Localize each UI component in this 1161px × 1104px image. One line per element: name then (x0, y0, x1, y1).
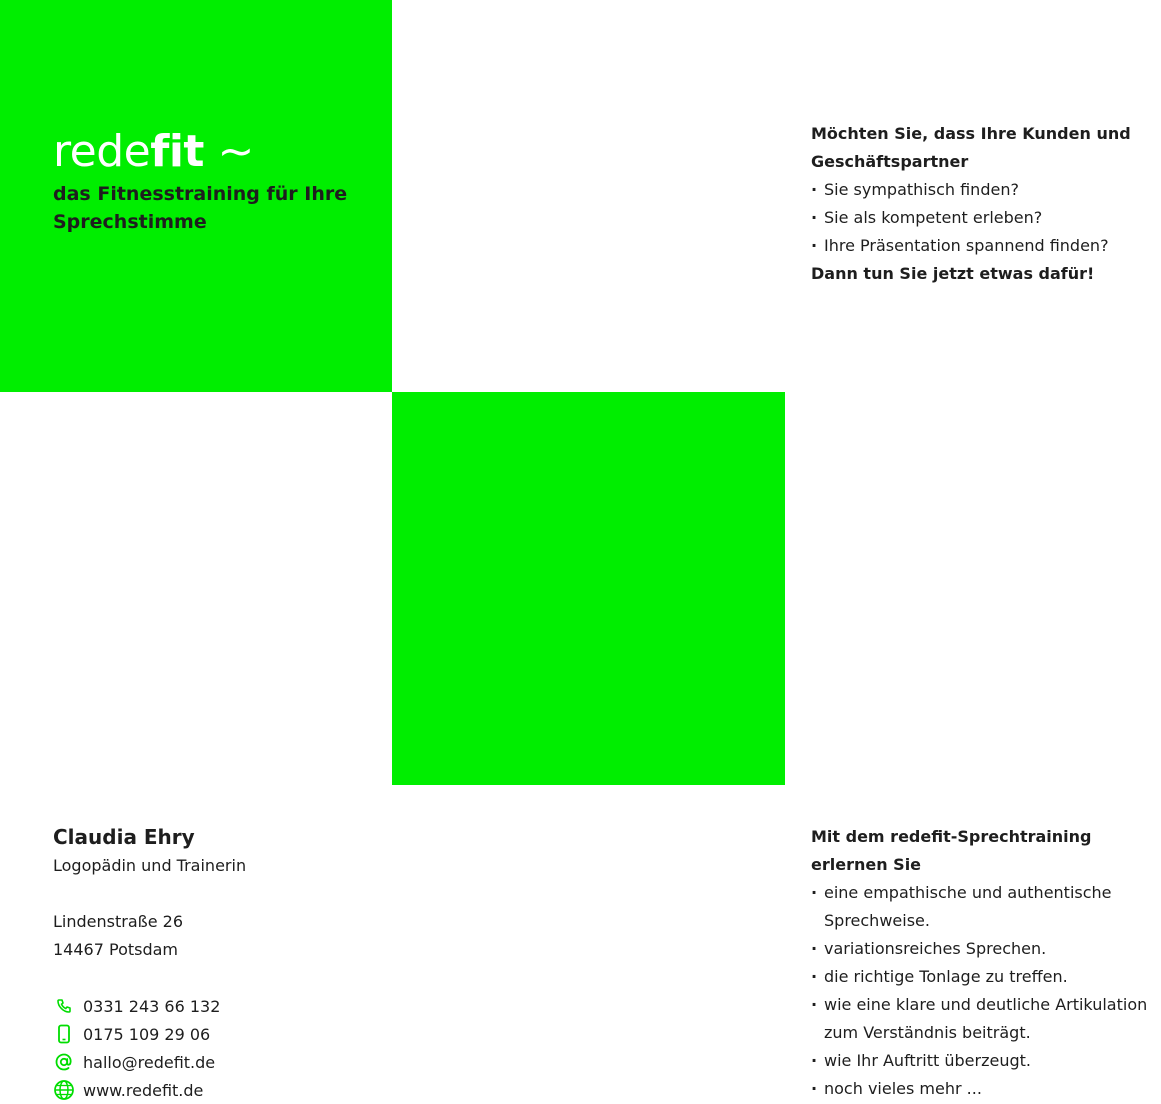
contact-email[interactable]: hallo@redefit.de (83, 1052, 216, 1072)
contact-web[interactable]: www.redefit.de (83, 1080, 204, 1100)
training-bullet: · variationsreiches Sprechen. (811, 935, 1161, 963)
contact-panel (0, 392, 392, 1100)
training-block (811, 823, 1161, 1103)
brand-tagline: das Fitnesstraining für Ihre Sprechstimme (53, 183, 348, 233)
brand-panel (0, 0, 392, 392)
contact-email-row[interactable] (53, 1048, 373, 1076)
training-bullet: · noch vieles mehr ... (811, 1075, 1161, 1103)
training-bullet: · wie Ihr Auftritt überzeugt. (811, 1047, 1161, 1075)
intro-bullet: · Ihre Präsentation spannend finden? (811, 232, 1161, 260)
contact-web-row[interactable] (53, 1076, 373, 1104)
brand-tilde: ~ (203, 126, 254, 177)
intro-question: Möchten Sie, dass Ihre Kunden und Geschäftspartner (811, 124, 1131, 171)
intro-block (811, 120, 1161, 288)
brand-name-bold: fit (150, 126, 204, 177)
brand-name-light: rede (53, 126, 151, 177)
contact-mobile-row[interactable] (53, 1020, 373, 1048)
training-bullet: · wie eine klare und deutliche Artikulation zum Verständnis beiträgt. (811, 991, 1161, 1047)
intro-bullet: · Sie sympathisch finden? (811, 176, 1161, 204)
contact-address (53, 908, 373, 964)
contact-street: Lindenstraße 26 (53, 912, 183, 931)
mobile-icon (53, 1023, 75, 1045)
training-heading: Mit dem redefit-Sprechtraining erlernen Sie (811, 827, 1092, 874)
contact-role: Logopädin und Trainerin (53, 856, 247, 875)
contact-phone[interactable]: 0331 243 66 132 (83, 996, 221, 1016)
training-bullet: · eine empathische und authentische Sprechweise. (811, 879, 1161, 935)
training-bullet: · die richtige Tonlage zu treffen. (811, 963, 1161, 991)
contact-block (53, 822, 373, 1104)
intro-bullet: · Sie als kompetent erleben? (811, 204, 1161, 232)
contact-mobile[interactable]: 0175 109 29 06 (83, 1024, 211, 1044)
contact-city: 14467 Potsdam (53, 940, 179, 959)
at-icon (53, 1051, 75, 1073)
contact-name: Claudia Ehry (53, 825, 195, 849)
brand-logo (53, 126, 254, 178)
intro-call-to-action: Dann tun Sie jetzt etwas dafür! (811, 264, 1095, 283)
intro-bullet-list (811, 176, 1161, 260)
phone-icon (53, 995, 75, 1017)
training-bullet-list (811, 879, 1161, 1103)
globe-icon (53, 1079, 75, 1101)
training-panel (392, 392, 1148, 1098)
contact-channels (53, 992, 373, 1104)
intro-panel (392, 0, 1131, 392)
contact-phone-row[interactable] (53, 992, 373, 1020)
